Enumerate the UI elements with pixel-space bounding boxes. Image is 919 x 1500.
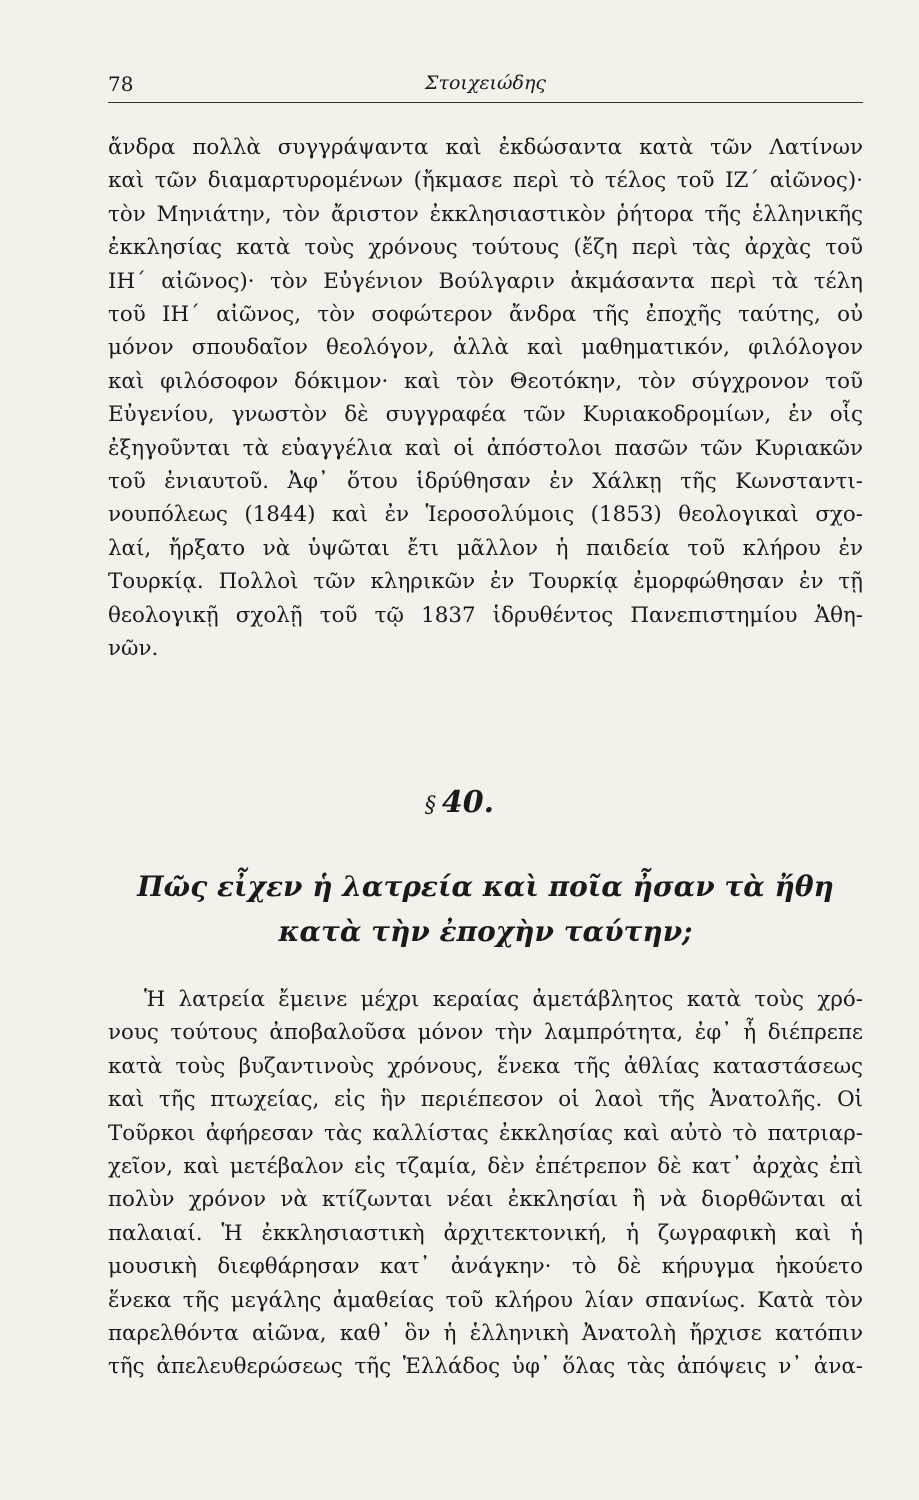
text-line: τὸν Μηνιάτην, τὸν ἄριστον ἐκκλησιαστικὸν ῥήτορα τῆς ἑλληνικῆς xyxy=(108,201,863,227)
section-title-line-2: κατὰ τὴν ἐποχὴν ταύτην; xyxy=(278,915,693,948)
text-line: ἄνδρα πολλὰ συγγράψαντα καὶ ἐκδώσαντα κατὰ τῶν Λατίνων xyxy=(108,135,863,160)
text-line: Ἡ λατρεία ἔμεινε μέχρι κεραίας ἀμετάβλητος κατὰ τοὺς χρό- xyxy=(144,987,863,1012)
running-head: Στοιχειώδης xyxy=(425,72,546,94)
text-line: θεολογικῇ σχολῇ τοῦ τῷ 1837 ἱδρυθέντος Πανεπιστημίου Ἀθη- xyxy=(108,602,863,628)
text-line: νουπόλεως (1844) καὶ ἐν Ἱεροσολύμοις (1853) θεολογικαὶ σχο- xyxy=(108,502,863,528)
text-line: τῆς ἀπελευθερώσεως τῆς Ἑλλάδος ὑφ᾽ ὅλας τὰς ἀπόψεις ν᾽ ἀνα- xyxy=(108,1354,863,1380)
text-line: τοῦ ΙΗ΄ αἰῶνος, τὸν σοφώτερον ἄνδρα τῆς ἐποχῆς ταύτης, οὐ xyxy=(108,302,863,328)
text-line: κατὰ τοὺς βυζαντινοὺς χρόνους, ἕνεκα τῆς ἀθλίας καταστάσεως xyxy=(108,1053,863,1079)
text-line: χεῖον, καὶ μετέβαλον εἰς τζαμία, δὲν ἐπέτρεπον δὲ κατ᾽ ἀρχὰς ἐπὶ xyxy=(108,1154,863,1180)
page-header xyxy=(108,62,863,103)
text-line: ἐξηγοῦνται τὰ εὐαγγέλια καὶ οἱ ἀπόστολοι πασῶν τῶν Κυριακῶν xyxy=(108,435,863,461)
paragraph-1 xyxy=(108,131,863,666)
text-line: νῶν. xyxy=(108,636,159,662)
text-line: ἕνεκα τῆς μεγάλης ἀμαθείας τοῦ κλήρου λίαν σπανίως. Κατὰ τὸν xyxy=(108,1287,863,1313)
text-line: μουσικὴ διεφθάρησαν κατ᾽ ἀνάγκην· τὸ δὲ κήρυγμα ἠκούετο xyxy=(108,1254,863,1280)
page-number: 78 xyxy=(108,72,134,96)
text-line: ἐκκλησίας κατὰ τοὺς χρόνους τούτους (ἔζη περὶ τὰς ἀρχὰς τοῦ xyxy=(108,235,863,261)
text-line: καὶ τῆς πτωχείας, εἰς ἣν περιέπεσον οἱ λαοὶ τῆς Ἀνατολῆς. Οἱ xyxy=(108,1087,863,1113)
paragraph-2 xyxy=(108,983,863,1384)
text-line: Εὐγενίου, γνωστὸν δὲ συγγραφέα τῶν Κυριακοδρομίων, ἐν οἷς xyxy=(108,402,863,428)
text-line: Τουρκίᾳ. Πολλοὶ τῶν κληρικῶν ἐν Τουρκίᾳ ἐμορφώθησαν ἐν τῇ xyxy=(108,569,863,595)
section-title-line-1: Πῶς εἶχεν ἡ λατρεία καὶ ποῖα ἦσαν τὰ ἤθη xyxy=(137,870,834,903)
text-line: παρελθόντα αἰῶνα, καθ᾽ ὃν ἡ ἑλληνικὴ Ἀνατολὴ ἤρχισε κατόπιν xyxy=(108,1321,863,1347)
text-line: τοῦ ἐνιαυτοῦ. Ἀφ᾽ ὅτου ἱδρύθησαν ἐν Χάλκῃ τῆς Κωνσταντι- xyxy=(108,469,863,495)
text-line: ΙΗ΄ αἰῶνος)· τὸν Εὐγένιον Βούλγαριν ἀκμάσαντα περὶ τὰ τέλη xyxy=(108,268,863,294)
section-number xyxy=(0,785,919,820)
text-line: νους τούτους ἀποβαλοῦσα μόνον τὴν λαμπρότητα, ἐφ᾽ ἧ διέπρεπε xyxy=(108,1020,863,1046)
section-symbol: § xyxy=(424,793,436,818)
text-line: μόνον σπουδαῖον θεολόγον, ἀλλὰ καὶ μαθηματικόν, φιλόλογον xyxy=(108,335,863,361)
text-line: λαί, ἤρξατο νὰ ὑψῶται ἔτι μᾶλλον ἡ παιδεία τοῦ κλήρου ἐν xyxy=(108,535,863,561)
text-line: παλαιαί. Ἡ ἐκκλησιαστικὴ ἀρχιτεκτονική, ἡ ζωγραφικὴ καὶ ἡ xyxy=(108,1220,863,1246)
section-number-value: 40. xyxy=(441,785,495,820)
text-line: Τοῦρκοι ἀφήρεσαν τὰς καλλίστας ἐκκλησίας καὶ αὐτὸ τὸ πατριαρ- xyxy=(108,1120,863,1146)
text-line: καὶ τῶν διαμαρτυρομένων (ἤκμασε περὶ τὸ τέλος τοῦ ΙΖ΄ αἰῶνος)· xyxy=(108,168,863,194)
text-line: πολὺν χρόνον νὰ κτίζωνται νέαι ἐκκλησίαι ἢ νὰ διορθῶνται αἱ xyxy=(108,1187,863,1213)
text-line: καὶ φιλόσοφον δόκιμον· καὶ τὸν Θεοτόκην, τὸν σύγχρονον τοῦ xyxy=(108,368,863,394)
